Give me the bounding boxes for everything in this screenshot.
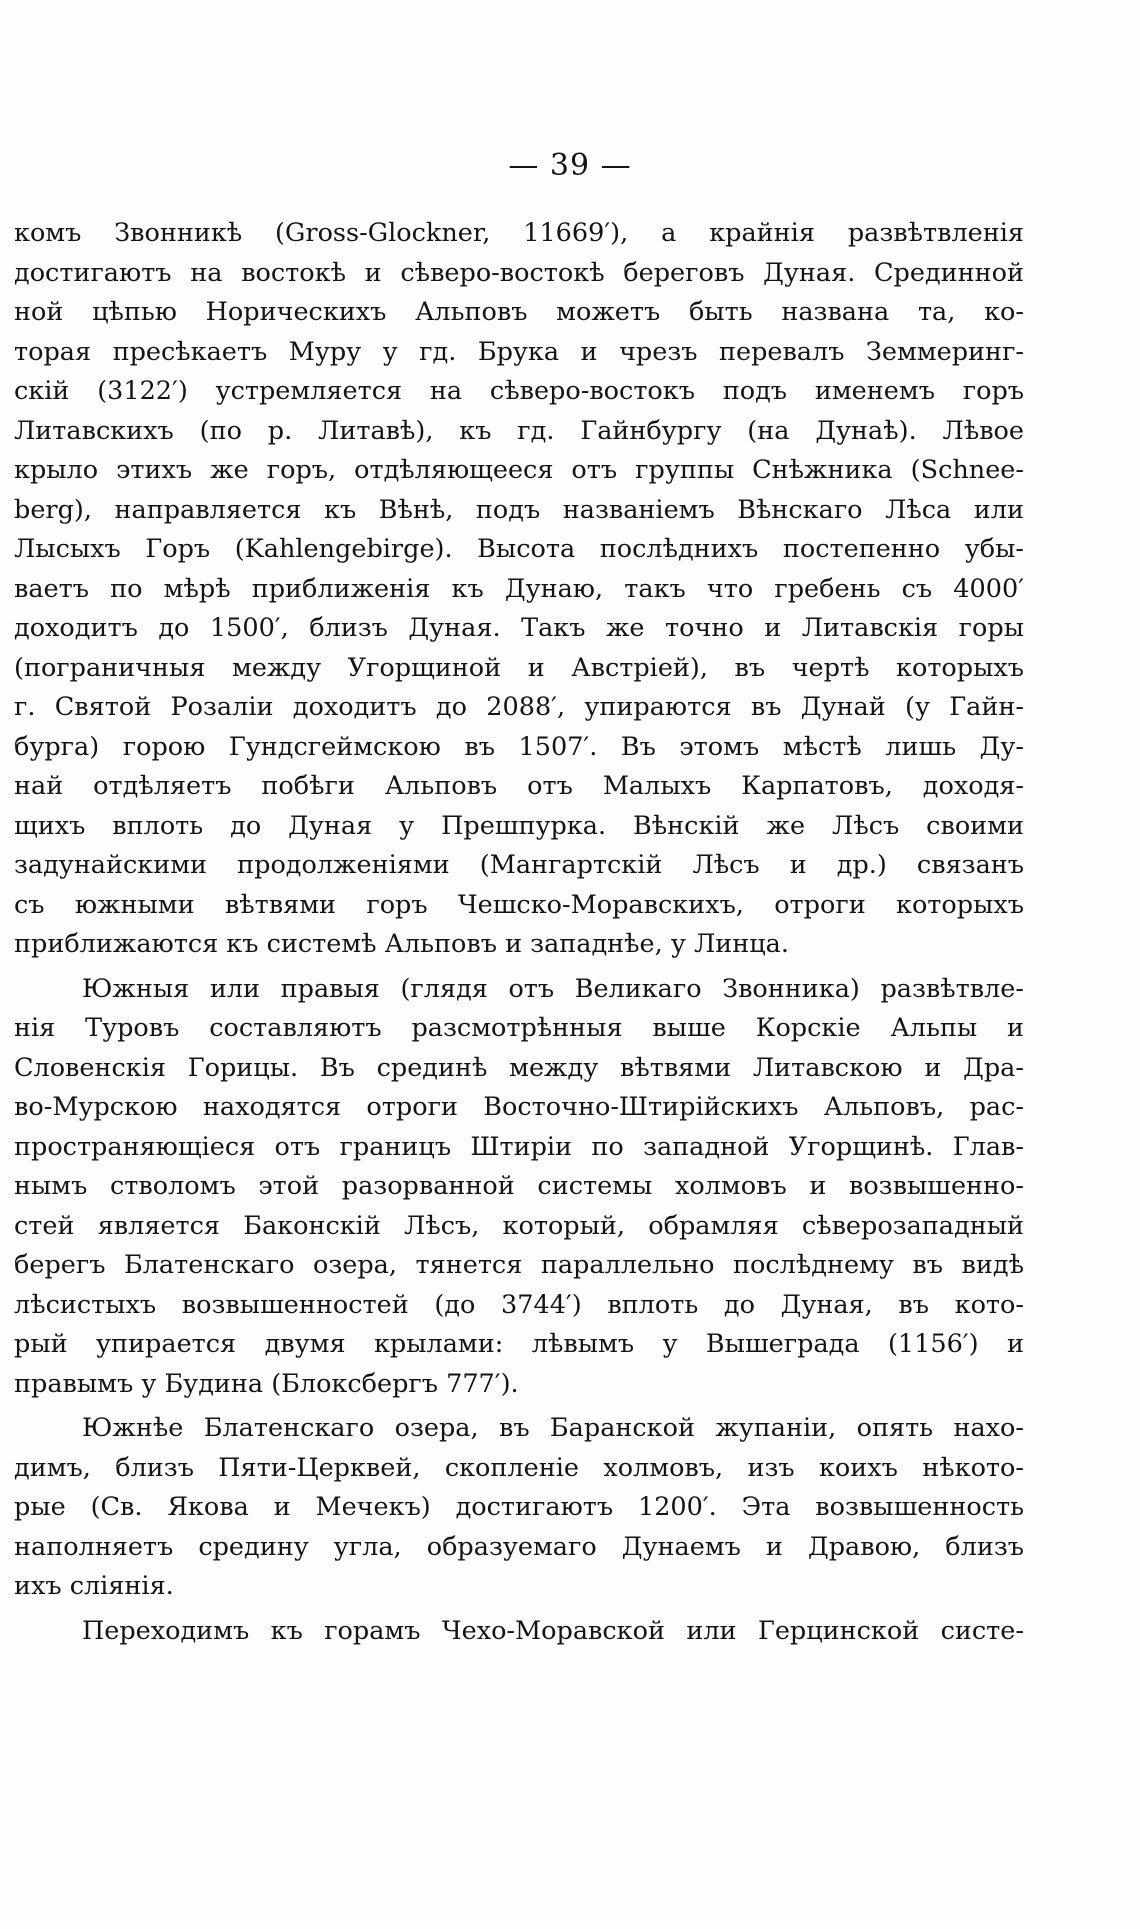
text-line: правымъ у Будина (Блоксбергъ 777′). — [14, 1368, 519, 1399]
text-line: наполняетъ средину угла, образуемаго Дунаемъ и Дравою, близъ — [14, 1531, 1024, 1562]
text-line: щихъ вплоть до Дуная у Прешпурка. Вѣнскій же Лѣсъ своими — [14, 810, 1024, 841]
paragraph — [14, 1612, 1024, 1652]
text-line: Словенскія Горицы. Въ срединѣ между вѣтвями Литавскою и Дра- — [14, 1052, 1024, 1083]
text-line: торая пресѣкаетъ Муру у гд. Брука и чрезъ перевалъ Земмеринг- — [14, 336, 1024, 367]
text-line: нымъ стволомъ этой разорванной системы холмовъ и возвышенно- — [14, 1171, 1024, 1201]
text-line: крыло этихъ же горъ, отдѣляющееся отъ группы Снѣжника (Schnee- — [14, 455, 1024, 485]
text-line: доходитъ до 1500′, близъ Дуная. Такъ же точно и Литавскія горы — [14, 613, 1024, 643]
text-line: скій (3122′) устремляется на сѣверо-востокъ подъ именемъ горъ — [14, 376, 1024, 406]
text-line: бурга) горою Гундсгеймскою въ 1507′. Въ этомъ мѣстѣ лишь Ду- — [14, 731, 1024, 762]
text-line: съ южными вѣтвями горъ Чешско-Моравскихъ, отроги которыхъ — [14, 889, 1024, 920]
paragraph — [14, 1409, 1024, 1607]
text-line: ваетъ по мѣрѣ приближенія къ Дунаю, такъ что гребень съ 4000′ — [14, 573, 1024, 604]
text-line: рые (Св. Якова и Мечекъ) достигаютъ 1200′. Эта возвышенность — [14, 1492, 1024, 1522]
text-line: димъ, близъ Пяти-Церквей, скопленіе холмовъ, изъ коихъ нѣкото- — [14, 1452, 1024, 1483]
text-line: най отдѣляетъ побѣги Альповъ отъ Малыхъ Карпатовъ, доходя- — [14, 771, 1024, 801]
text-line: пространяющіеся отъ границъ Штиріи по западной Угорщинѣ. Глав- — [14, 1131, 1024, 1162]
text-line: задунайскими продолженіями (Мангартскій Лѣсъ и др.) связанъ — [14, 850, 1024, 880]
text-line: ной цѣпью Норическихъ Альповъ можетъ быть названа та, ко- — [14, 297, 1024, 327]
text-line: Южнѣе Блатенскаго озера, въ Баранской жупаніи, опять нахо- — [82, 1413, 1024, 1443]
text-line: нія Туровъ составляютъ разсмотрѣнныя выше Корскіе Альпы и — [14, 1013, 1024, 1043]
text-line: Переходимъ къ горамъ Чехо-Моравской или Герцинской систе- — [82, 1615, 1024, 1646]
text-line: стей является Баконскій Лѣсъ, который, обрамляя сѣверозападный — [14, 1210, 1024, 1241]
text-line: приближаются къ системѣ Альповъ и западнѣе, у Линца. — [14, 929, 789, 959]
text-line: (пограничныя между Угорщиной и Австріей), въ чертѣ которыхъ — [14, 652, 1024, 683]
text-line: г. Святой Розаліи доходитъ до 2088′, упираются въ Дунай (у Гайн- — [14, 692, 1024, 722]
text-line: Литавскихъ (по р. Литавѣ), къ гд. Гайнбургу (на Дунаѣ). Лѣвое — [14, 415, 1024, 446]
page-number: — 39 — — [508, 148, 632, 183]
text-line: рый упирается двумя крылами: лѣвымъ у Вышеграда (1156′) и — [14, 1329, 1024, 1359]
text-line: Лысыхъ Горъ (Kahlengebirge). Высота послѣднихъ постепенно убы- — [14, 534, 1024, 564]
text-line: berg), направляется къ Вѣнѣ, подъ названіемъ Вѣнскаго Лѣса или — [14, 494, 1024, 525]
text-line: Южныя или правыя (глядя отъ Великаго Звонника) развѣтвле- — [82, 973, 1024, 1004]
paragraph — [14, 214, 1024, 965]
text-line: во-Мурскою находятся отроги Восточно-Штирійскихъ Альповъ, рас- — [14, 1092, 1024, 1122]
paragraph — [14, 970, 1024, 1405]
text-line: берегъ Блатенскаго озера, тянется параллельно послѣднему въ видѣ — [14, 1250, 1024, 1280]
text-line: лѣсистыхъ возвышенностей (до 3744′) вплоть до Дуная, въ кото- — [14, 1289, 1024, 1320]
text-line: комъ Звонникѣ (Gross-Glockner, 11669′), а крайнія развѣтвленія — [14, 218, 1024, 248]
body-text — [14, 214, 1024, 1651]
text-line: ихъ сліянія. — [14, 1571, 174, 1601]
text-line: достигаютъ на востокѣ и сѣверо-востокѣ береговъ Дуная. Срединной — [14, 257, 1024, 288]
